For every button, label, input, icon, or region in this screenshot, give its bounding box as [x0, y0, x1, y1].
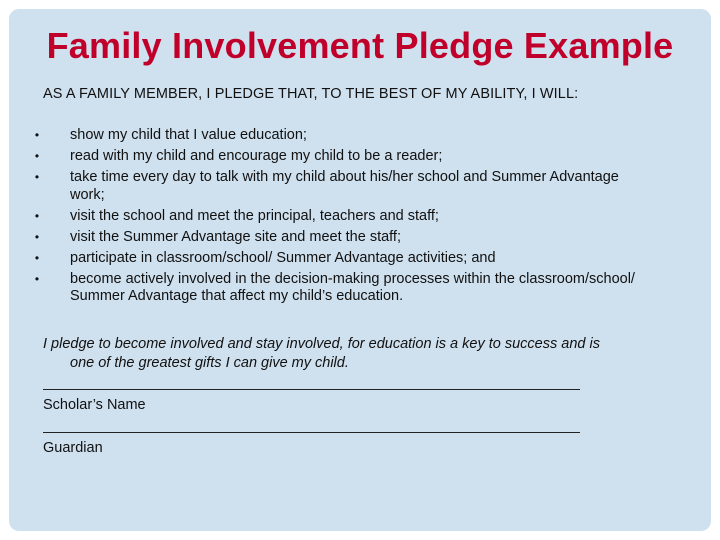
pledge-item	[30, 229, 650, 247]
pledge-statement	[43, 335, 683, 372]
page-title: Family Involvement Pledge Example	[46, 25, 674, 66]
scholar-signature-line[interactable]	[43, 389, 580, 390]
bullet-icon: •	[34, 149, 40, 163]
guardian-label: Guardian	[43, 440, 103, 456]
pledge-item	[30, 127, 650, 145]
pledge-statement-line-1: I pledge to become involved and stay involved, for education is a key to success and is	[43, 336, 600, 352]
bullet-icon: •	[34, 271, 40, 286]
guardian-signature-line[interactable]	[43, 432, 580, 433]
pledge-item-text: become actively involved in the decision-making processes within the classroom/school/ Summer Advantage that affect my child’s education.	[70, 270, 635, 304]
pledge-item-text: show my child that I value education;	[70, 127, 307, 143]
pledge-item-text: take time every day to talk with my child about his/her school and Summer Advantage work;	[70, 169, 619, 203]
bullet-icon: •	[34, 128, 40, 142]
pledge-item	[30, 271, 650, 306]
bullet-icon: •	[34, 208, 40, 223]
pledge-item	[30, 250, 650, 268]
pledge-item	[30, 169, 650, 204]
pledge-intro: AS A FAMILY MEMBER, I PLEDGE THAT, TO THE BEST OF MY ABILITY, I WILL:	[43, 86, 579, 102]
bullet-icon: •	[34, 250, 40, 265]
pledge-item-text: participate in classroom/school/ Summer Advantage activities; and	[70, 249, 496, 266]
scholar-name-label: Scholar’s Name	[43, 397, 146, 413]
pledge-item	[30, 148, 650, 166]
pledge-list	[30, 127, 650, 309]
pledge-item-text: read with my child and encourage my child to be a reader;	[70, 148, 443, 164]
bullet-icon: •	[34, 170, 40, 184]
pledge-statement-line-2: one of the greatest gifts I can give my child.	[70, 354, 349, 371]
pledge-item-text: visit the school and meet the principal, teachers and staff;	[70, 207, 439, 224]
pledge-item-text: visit the Summer Advantage site and meet the staff;	[70, 228, 401, 245]
pledge-item	[30, 208, 650, 226]
bullet-icon: •	[34, 229, 40, 244]
